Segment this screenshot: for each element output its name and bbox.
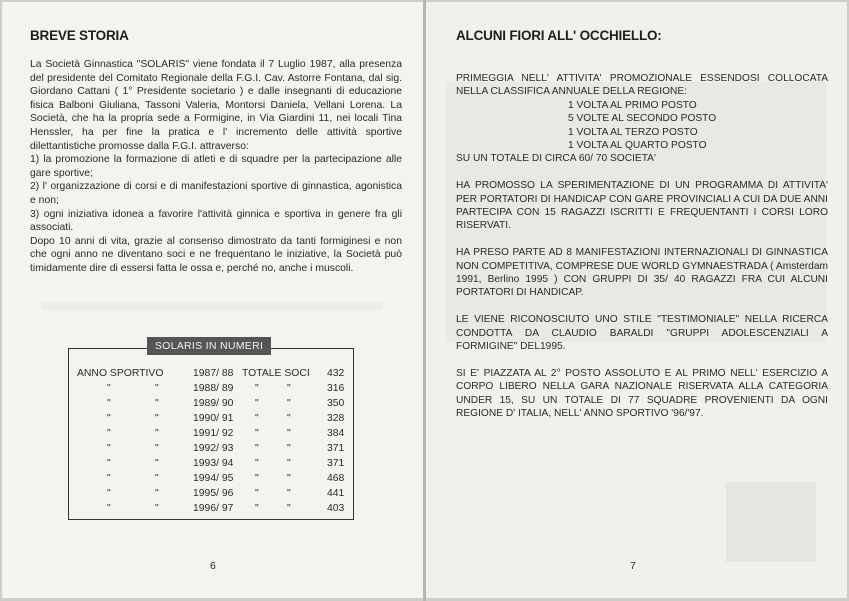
ditto-mark: " [107, 488, 111, 499]
ditto-mark: " [287, 443, 291, 454]
numbers-table-title: SOLARIS IN NUMERI [147, 337, 271, 355]
ditto-mark: " [107, 443, 111, 454]
label-totale-soci: TOTALE SOCI [242, 368, 310, 379]
history-paragraph-1: La Società Ginnastica "SOLARIS" viene fondata il 7 Luglio 1987, alla presenza del presidente del Comitato Regionale della F.G.I. Cav. Astorre Fontana, dal sig. Giordano Cattani ( 1° Presidente societario ) e dalle insegnanti di educazione fisica Balboni Giuliana, Tassoni Valeria, Montorsi Daniela, Vellani Lorena. La Società, che ha la propria sede a Formigine, in Via Giardini 11, nei locali Tina Henssler, ha per fine la pratica e l' incremento delle attività sportive dilettantistiche promosse dalla F.G.I. attraverso: [30, 59, 402, 152]
history-paragraph-3: 2) l' organizzazione di corsi e di manifestazioni sportive di ginnastica, agonistica e non; [30, 181, 402, 206]
ditto-mark: " [155, 458, 159, 469]
table-row [77, 427, 347, 441]
table-row [77, 367, 347, 381]
numbers-table [68, 348, 354, 520]
ditto-mark: " [255, 473, 259, 484]
total-cell: 371 [327, 443, 345, 454]
year-cell: 1987/ 88 [193, 368, 234, 379]
table-row [77, 397, 347, 411]
year-cell: 1995/ 96 [193, 488, 234, 499]
total-cell: 350 [327, 398, 345, 409]
ditto-mark: " [155, 398, 159, 409]
table-row [77, 442, 347, 456]
year-cell: 1992/ 93 [193, 443, 234, 454]
ditto-mark: " [287, 383, 291, 394]
ditto-mark: " [255, 458, 259, 469]
achievement-block-national: SI E' PIAZZATA AL 2° POSTO ASSOLUTO E AL PRIMO NELL' ESERCIZIO A CORPO LIBERO NELLA GARA NAZIONALE RISERVATA ALLA CATEGORIA UNDER 15, SU UN TOTALE DI 77 SQUADRE PROVENIENTI DA OGNI REGIONE D' ITALIA, NELL' ANNO SPORTIVO '96/'97. [456, 367, 828, 420]
bleed-through-shadow [726, 482, 816, 562]
ranking-line: 1 VOLTA AL PRIMO POSTO [568, 99, 697, 111]
ditto-mark: " [287, 428, 291, 439]
history-paragraph-4: 3) ogni iniziativa idonea a favorire l'attività ginnica e sportiva in genere fra gli associati. [30, 208, 402, 234]
ditto-mark: " [287, 458, 291, 469]
table-row [77, 382, 347, 396]
ditto-mark: " [107, 473, 111, 484]
ditto-mark: " [255, 428, 259, 439]
year-cell: 1988/ 89 [193, 383, 234, 394]
page-number: 7 [630, 560, 636, 572]
ditto-mark: " [287, 473, 291, 484]
total-cell: 316 [327, 383, 345, 394]
ditto-mark: " [255, 443, 259, 454]
achievement-block-international: HA PRESO PARTE AD 8 MANIFESTAZIONI INTERNAZIONALI DI GINNASTICA NON COMPETITIVA, COMPRESE DUE WORLD GYMNAESTRADA ( Amsterdam 1991, Berlino 1995 ) CON GRUPPI DI 35/ 40 RAGAZZI FRA CUI ALCUNI PORTATORI DI HANDICAP. [456, 247, 828, 299]
total-cell: 403 [327, 503, 345, 514]
ditto-mark: " [155, 473, 159, 484]
table-row [77, 502, 347, 516]
ditto-mark: " [155, 383, 159, 394]
table-row [77, 472, 347, 486]
page-number: 6 [210, 560, 216, 572]
ditto-mark: " [255, 488, 259, 499]
ditto-mark: " [155, 503, 159, 514]
right-page [426, 2, 847, 598]
year-cell: 1993/ 94 [193, 458, 234, 469]
ranking-total: SU UN TOTALE DI CIRCA 60/ 70 SOCIETA' [456, 153, 656, 165]
ranking-line: 1 VOLTA AL TERZO POSTO [568, 126, 698, 138]
ditto-mark: " [107, 503, 111, 514]
total-cell: 384 [327, 428, 345, 439]
ditto-mark: " [107, 413, 111, 424]
ditto-mark: " [287, 503, 291, 514]
ranking-line: 5 VOLTE AL SECONDO POSTO [568, 113, 717, 125]
ditto-mark: " [255, 503, 259, 514]
page-title-history: BREVE STORIA [30, 28, 129, 43]
total-cell: 468 [327, 473, 345, 484]
left-page [2, 2, 423, 598]
history-text [30, 58, 402, 276]
year-cell: 1991/ 92 [193, 428, 234, 439]
ditto-mark: " [255, 398, 259, 409]
ditto-mark: " [155, 428, 159, 439]
ditto-mark: " [287, 488, 291, 499]
ditto-mark: " [255, 383, 259, 394]
ranking-line: 1 VOLTA AL QUARTO POSTO [568, 140, 707, 152]
ditto-mark: " [155, 413, 159, 424]
total-cell: 432 [327, 368, 345, 379]
ranking-intro: PRIMEGGIA NELL' ATTIVITA' PROMOZIONALE ESSENDOSI COLLOCATA NELLA CLASSIFICA ANNUALE DELLA REGIONE: [456, 73, 828, 98]
table-row [77, 457, 347, 471]
achievement-block-handicap: HA PROMOSSO LA SPERIMENTAZIONE DI UN PROGRAMMA DI ATTIVITA' PER PORTATORI DI HANDICAP CON GARE PROVINCIALI A CUI DA DUE ANNI PARTECIPA CON 15 RAGAZZI ISCRITTI E FREQUENTANTI I CORSI LORO RISERVATI. [456, 180, 828, 232]
ditto-mark: " [107, 383, 111, 394]
total-cell: 328 [327, 413, 345, 424]
year-cell: 1994/ 95 [193, 473, 234, 484]
ditto-mark: " [107, 428, 111, 439]
year-cell: 1996/ 97 [193, 503, 234, 514]
total-cell: 441 [327, 488, 345, 499]
year-cell: 1990/ 91 [193, 413, 234, 424]
ditto-mark: " [155, 488, 159, 499]
ditto-mark: " [155, 443, 159, 454]
table-row [77, 412, 347, 426]
achievements-text [456, 72, 828, 434]
history-paragraph-2: 1) la promozione la formazione di atleti e di squadre per la partecipazione alle gare sportive; [30, 154, 402, 179]
total-cell: 371 [327, 458, 345, 469]
history-paragraph-5: Dopo 10 anni di vita, grazie al consenso dimostrato da tanti formiginesi e non che ogni anno ne diventano soci e ne frequentano le iniziative, la Società può timidamente dire di essersi fatta le ossa e, perché no, anche i muscoli. [30, 235, 402, 274]
achievement-block-ranking [456, 72, 828, 166]
ditto-mark: " [255, 413, 259, 424]
ditto-mark: " [107, 458, 111, 469]
ditto-mark: " [287, 398, 291, 409]
bleed-through-shadow [42, 302, 382, 310]
label-anno-sportivo: ANNO SPORTIVO [77, 368, 164, 379]
page-title-achievements: ALCUNI FIORI ALL' OCCHIELLO: [456, 28, 662, 43]
year-cell: 1989/ 90 [193, 398, 234, 409]
ditto-mark: " [287, 413, 291, 424]
table-row [77, 487, 347, 501]
achievement-block-research: LE VIENE RICONOSCIUTO UNO STILE "TESTIMONIALE" NELLA RICERCA CONDOTTA DA CLAUDIO BARALDI "GRUPPI ADOLESCENZIALI A FORMIGINE" DEL1995. [456, 314, 828, 353]
ditto-mark: " [107, 398, 111, 409]
